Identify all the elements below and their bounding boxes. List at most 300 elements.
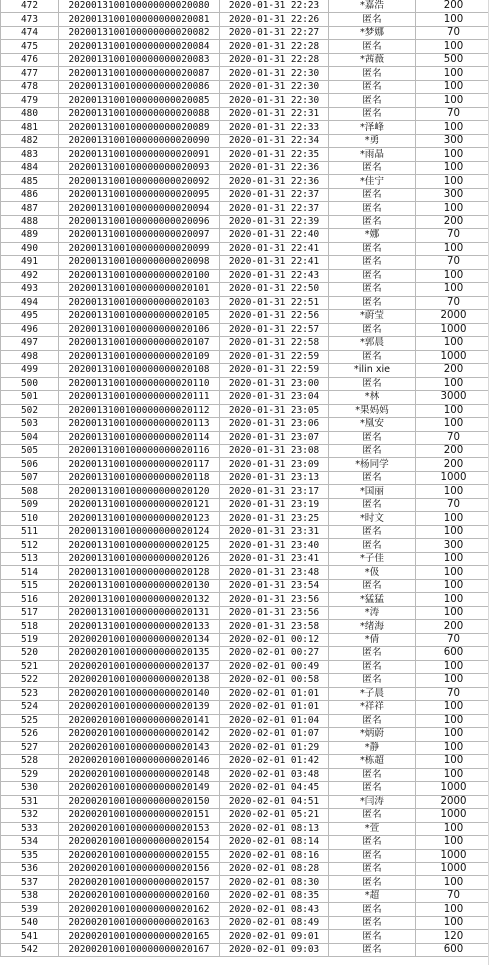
row-number-cell[interactable]: 472 — [1, 0, 59, 13]
order-number-cell[interactable]: 2020013100100000000020101 — [59, 283, 220, 296]
amount-cell[interactable]: 70 — [416, 498, 492, 511]
row-number-cell[interactable]: 474 — [1, 26, 59, 39]
donor-name-cell[interactable]: *子佳 — [329, 552, 416, 565]
row-number-cell[interactable]: 533 — [1, 822, 59, 835]
row-number-cell[interactable]: 513 — [1, 552, 59, 565]
donor-name-cell[interactable]: 匿名 — [329, 242, 416, 255]
donation-time-cell[interactable]: 2020-01-31 23:56 — [220, 593, 329, 606]
donor-name-cell[interactable]: 匿名 — [329, 107, 416, 120]
amount-cell[interactable]: 100 — [416, 836, 492, 849]
row-number-cell[interactable]: 475 — [1, 40, 59, 53]
order-number-cell[interactable]: 2020013100100000000020097 — [59, 229, 220, 242]
donation-time-cell[interactable]: 2020-01-31 22:23 — [220, 0, 329, 13]
donor-name-cell[interactable]: 匿名 — [329, 930, 416, 943]
donor-name-cell[interactable]: 匿名 — [329, 876, 416, 889]
donor-name-cell[interactable]: 匿名 — [329, 296, 416, 309]
row-number-cell[interactable]: 524 — [1, 701, 59, 714]
order-number-cell[interactable]: 2020013100100000000020112 — [59, 404, 220, 417]
amount-cell[interactable]: 100 — [416, 404, 492, 417]
row-number-cell[interactable]: 528 — [1, 755, 59, 768]
row-number-cell[interactable]: 536 — [1, 863, 59, 876]
order-number-cell[interactable]: 2020013100100000000020114 — [59, 431, 220, 444]
donation-time-cell[interactable]: 2020-02-01 00:12 — [220, 633, 329, 646]
order-number-cell[interactable]: 2020020100100000000020153 — [59, 822, 220, 835]
donor-name-cell[interactable]: 匿名 — [329, 714, 416, 727]
amount-cell[interactable]: 200 — [416, 458, 492, 471]
row-number-cell[interactable]: 484 — [1, 161, 59, 174]
row-number-cell[interactable]: 501 — [1, 391, 59, 404]
order-number-cell[interactable]: 2020013100100000000020130 — [59, 579, 220, 592]
amount-cell[interactable]: 70 — [416, 256, 492, 269]
donation-time-cell[interactable]: 2020-01-31 23:00 — [220, 377, 329, 390]
order-number-cell[interactable]: 2020013100100000000020103 — [59, 296, 220, 309]
donation-time-cell[interactable]: 2020-01-31 23:25 — [220, 512, 329, 525]
donation-time-cell[interactable]: 2020-01-31 22:51 — [220, 296, 329, 309]
amount-cell[interactable]: 300 — [416, 134, 492, 147]
row-number-cell[interactable]: 479 — [1, 94, 59, 107]
row-number-cell[interactable]: 503 — [1, 418, 59, 431]
amount-cell[interactable]: 100 — [416, 94, 492, 107]
donation-time-cell[interactable]: 2020-01-31 23:41 — [220, 552, 329, 565]
order-number-cell[interactable]: 2020013100100000000020113 — [59, 418, 220, 431]
amount-cell[interactable]: 100 — [416, 377, 492, 390]
amount-cell[interactable]: 100 — [416, 525, 492, 538]
row-number-cell[interactable]: 518 — [1, 620, 59, 633]
donation-time-cell[interactable]: 2020-02-01 08:30 — [220, 876, 329, 889]
donation-time-cell[interactable]: 2020-01-31 22:31 — [220, 107, 329, 120]
row-number-cell[interactable]: 522 — [1, 674, 59, 687]
row-number-cell[interactable]: 487 — [1, 202, 59, 215]
order-number-cell[interactable]: 2020020100100000000020135 — [59, 647, 220, 660]
row-number-cell[interactable]: 495 — [1, 310, 59, 323]
order-number-cell[interactable]: 2020013100100000000020085 — [59, 94, 220, 107]
donation-time-cell[interactable]: 2020-01-31 22:30 — [220, 94, 329, 107]
row-number-cell[interactable]: 516 — [1, 593, 59, 606]
donation-time-cell[interactable]: 2020-01-31 23:17 — [220, 485, 329, 498]
donor-name-cell[interactable]: 匿名 — [329, 161, 416, 174]
amount-cell[interactable]: 100 — [416, 283, 492, 296]
order-number-cell[interactable]: 2020020100100000000020146 — [59, 755, 220, 768]
donation-time-cell[interactable]: 2020-01-31 23:04 — [220, 391, 329, 404]
donor-name-cell[interactable]: 匿名 — [329, 350, 416, 363]
row-number-cell[interactable]: 515 — [1, 579, 59, 592]
row-number-cell[interactable]: 531 — [1, 795, 59, 808]
donor-name-cell[interactable]: *泽峰 — [329, 121, 416, 134]
row-number-cell[interactable]: 481 — [1, 121, 59, 134]
donor-name-cell[interactable]: *勇 — [329, 134, 416, 147]
row-number-cell[interactable]: 508 — [1, 485, 59, 498]
donor-name-cell[interactable]: 匿名 — [329, 863, 416, 876]
donor-name-cell[interactable]: 匿名 — [329, 67, 416, 80]
order-number-cell[interactable]: 2020013100100000000020128 — [59, 566, 220, 579]
amount-cell[interactable]: 100 — [416, 418, 492, 431]
donation-time-cell[interactable]: 2020-01-31 22:43 — [220, 269, 329, 282]
donation-time-cell[interactable]: 2020-02-01 04:45 — [220, 782, 329, 795]
donation-time-cell[interactable]: 2020-02-01 09:03 — [220, 943, 329, 956]
donor-name-cell[interactable]: 匿名 — [329, 916, 416, 929]
donation-time-cell[interactable]: 2020-01-31 22:41 — [220, 242, 329, 255]
donation-time-cell[interactable]: 2020-01-31 22:27 — [220, 26, 329, 39]
row-number-cell[interactable]: 485 — [1, 175, 59, 188]
row-number-cell[interactable]: 505 — [1, 444, 59, 457]
row-number-cell[interactable]: 525 — [1, 714, 59, 727]
amount-cell[interactable]: 300 — [416, 539, 492, 552]
donation-time-cell[interactable]: 2020-01-31 23:09 — [220, 458, 329, 471]
donation-time-cell[interactable]: 2020-02-01 03:48 — [220, 768, 329, 781]
donor-name-cell[interactable]: 匿名 — [329, 431, 416, 444]
row-number-cell[interactable]: 537 — [1, 876, 59, 889]
donor-name-cell[interactable]: 匿名 — [329, 674, 416, 687]
row-number-cell[interactable]: 492 — [1, 269, 59, 282]
amount-cell[interactable]: 100 — [416, 903, 492, 916]
amount-cell[interactable]: 100 — [416, 714, 492, 727]
row-number-cell[interactable]: 542 — [1, 943, 59, 956]
order-number-cell[interactable]: 2020013100100000000020094 — [59, 202, 220, 215]
row-number-cell[interactable]: 526 — [1, 728, 59, 741]
donation-time-cell[interactable]: 2020-01-31 23:06 — [220, 418, 329, 431]
amount-cell[interactable]: 200 — [416, 215, 492, 228]
amount-cell[interactable]: 100 — [416, 175, 492, 188]
row-number-cell[interactable]: 477 — [1, 67, 59, 80]
order-number-cell[interactable]: 2020020100100000000020139 — [59, 701, 220, 714]
row-number-cell[interactable]: 480 — [1, 107, 59, 120]
donor-name-cell[interactable]: 匿名 — [329, 836, 416, 849]
donation-time-cell[interactable]: 2020-01-31 23:54 — [220, 579, 329, 592]
donor-name-cell[interactable]: 匿名 — [329, 525, 416, 538]
donation-time-cell[interactable]: 2020-02-01 08:43 — [220, 903, 329, 916]
donation-time-cell[interactable]: 2020-02-01 08:35 — [220, 889, 329, 902]
order-number-cell[interactable]: 2020020100100000000020137 — [59, 660, 220, 673]
order-number-cell[interactable]: 2020013100100000000020117 — [59, 458, 220, 471]
amount-cell[interactable]: 100 — [416, 916, 492, 929]
donor-name-cell[interactable]: *娜 — [329, 229, 416, 242]
amount-cell[interactable]: 100 — [416, 337, 492, 350]
donation-time-cell[interactable]: 2020-01-31 22:36 — [220, 175, 329, 188]
amount-cell[interactable]: 1000 — [416, 350, 492, 363]
order-number-cell[interactable]: 2020013100100000000020090 — [59, 134, 220, 147]
donation-time-cell[interactable]: 2020-01-31 22:30 — [220, 80, 329, 93]
row-number-cell[interactable]: 519 — [1, 633, 59, 646]
donor-name-cell[interactable]: *茜薇 — [329, 53, 416, 66]
donation-time-cell[interactable]: 2020-01-31 22:50 — [220, 283, 329, 296]
donation-time-cell[interactable]: 2020-02-01 08:14 — [220, 836, 329, 849]
order-number-cell[interactable]: 2020013100100000000020110 — [59, 377, 220, 390]
amount-cell[interactable]: 100 — [416, 768, 492, 781]
amount-cell[interactable]: 600 — [416, 943, 492, 956]
order-number-cell[interactable]: 2020013100100000000020120 — [59, 485, 220, 498]
donor-name-cell[interactable]: *嘉浩 — [329, 0, 416, 13]
donor-name-cell[interactable]: *凰安 — [329, 418, 416, 431]
row-number-cell[interactable]: 523 — [1, 687, 59, 700]
order-number-cell[interactable]: 2020020100100000000020157 — [59, 876, 220, 889]
donation-time-cell[interactable]: 2020-01-31 22:40 — [220, 229, 329, 242]
row-number-cell[interactable]: 514 — [1, 566, 59, 579]
amount-cell[interactable]: 100 — [416, 606, 492, 619]
donor-name-cell[interactable]: *倩 — [329, 633, 416, 646]
amount-cell[interactable]: 1000 — [416, 849, 492, 862]
amount-cell[interactable]: 500 — [416, 53, 492, 66]
donor-name-cell[interactable]: *杨同学 — [329, 458, 416, 471]
donor-name-cell[interactable]: *梦娜 — [329, 26, 416, 39]
donation-time-cell[interactable]: 2020-02-01 00:58 — [220, 674, 329, 687]
donor-name-cell[interactable]: *蔚莹 — [329, 310, 416, 323]
donation-time-cell[interactable]: 2020-01-31 22:28 — [220, 53, 329, 66]
amount-cell[interactable]: 100 — [416, 822, 492, 835]
donation-time-cell[interactable]: 2020-02-01 00:49 — [220, 660, 329, 673]
order-number-cell[interactable]: 2020020100100000000020163 — [59, 916, 220, 929]
amount-cell[interactable]: 2000 — [416, 795, 492, 808]
donation-time-cell[interactable]: 2020-02-01 01:42 — [220, 755, 329, 768]
order-number-cell[interactable]: 2020013100100000000020124 — [59, 525, 220, 538]
amount-cell[interactable]: 70 — [416, 107, 492, 120]
amount-cell[interactable]: 70 — [416, 229, 492, 242]
donation-time-cell[interactable]: 2020-01-31 22:36 — [220, 161, 329, 174]
donation-time-cell[interactable]: 2020-02-01 00:27 — [220, 647, 329, 660]
donor-name-cell[interactable]: *子晨 — [329, 687, 416, 700]
donor-name-cell[interactable]: 匿名 — [329, 471, 416, 484]
amount-cell[interactable]: 2000 — [416, 310, 492, 323]
donor-name-cell[interactable]: *闫涛 — [329, 795, 416, 808]
order-number-cell[interactable]: 2020020100100000000020138 — [59, 674, 220, 687]
row-number-cell[interactable]: 540 — [1, 916, 59, 929]
row-number-cell[interactable]: 510 — [1, 512, 59, 525]
donor-name-cell[interactable]: 匿名 — [329, 377, 416, 390]
order-number-cell[interactable]: 2020020100100000000020154 — [59, 836, 220, 849]
row-number-cell[interactable]: 507 — [1, 471, 59, 484]
amount-cell[interactable]: 120 — [416, 930, 492, 943]
donation-time-cell[interactable]: 2020-01-31 22:37 — [220, 202, 329, 215]
amount-cell[interactable]: 600 — [416, 647, 492, 660]
donation-time-cell[interactable]: 2020-02-01 08:16 — [220, 849, 329, 862]
order-number-cell[interactable]: 2020020100100000000020155 — [59, 849, 220, 862]
amount-cell[interactable]: 200 — [416, 0, 492, 13]
donation-time-cell[interactable]: 2020-01-31 23:40 — [220, 539, 329, 552]
order-number-cell[interactable]: 2020013100100000000020096 — [59, 215, 220, 228]
row-number-cell[interactable]: 490 — [1, 242, 59, 255]
amount-cell[interactable]: 100 — [416, 741, 492, 754]
row-number-cell[interactable]: 504 — [1, 431, 59, 444]
row-number-cell[interactable]: 482 — [1, 134, 59, 147]
donor-name-cell[interactable]: 匿名 — [329, 40, 416, 53]
donor-name-cell[interactable]: *雨晶 — [329, 148, 416, 161]
order-number-cell[interactable]: 2020013100100000000020095 — [59, 188, 220, 201]
donation-time-cell[interactable]: 2020-02-01 09:01 — [220, 930, 329, 943]
amount-cell[interactable]: 1000 — [416, 471, 492, 484]
order-number-cell[interactable]: 2020020100100000000020143 — [59, 741, 220, 754]
donor-name-cell[interactable]: 匿名 — [329, 849, 416, 862]
amount-cell[interactable]: 200 — [416, 364, 492, 377]
donation-time-cell[interactable]: 2020-01-31 23:05 — [220, 404, 329, 417]
donor-name-cell[interactable]: *炳蔚 — [329, 728, 416, 741]
donor-name-cell[interactable]: 匿名 — [329, 444, 416, 457]
donor-name-cell[interactable]: *林 — [329, 391, 416, 404]
amount-cell[interactable]: 70 — [416, 889, 492, 902]
donor-name-cell[interactable]: 匿名 — [329, 498, 416, 511]
amount-cell[interactable]: 200 — [416, 620, 492, 633]
donation-time-cell[interactable]: 2020-01-31 23:56 — [220, 606, 329, 619]
amount-cell[interactable]: 200 — [416, 444, 492, 457]
row-number-cell[interactable]: 535 — [1, 849, 59, 862]
donation-time-cell[interactable]: 2020-01-31 22:26 — [220, 13, 329, 26]
donor-name-cell[interactable]: *超 — [329, 889, 416, 902]
donor-name-cell[interactable]: *绪海 — [329, 620, 416, 633]
amount-cell[interactable]: 100 — [416, 13, 492, 26]
amount-cell[interactable]: 100 — [416, 566, 492, 579]
row-number-cell[interactable]: 494 — [1, 296, 59, 309]
amount-cell[interactable]: 100 — [416, 552, 492, 565]
amount-cell[interactable]: 1000 — [416, 809, 492, 822]
row-number-cell[interactable]: 478 — [1, 80, 59, 93]
donation-time-cell[interactable]: 2020-01-31 22:59 — [220, 350, 329, 363]
amount-cell[interactable]: 100 — [416, 161, 492, 174]
order-number-cell[interactable]: 2020013100100000000020084 — [59, 40, 220, 53]
donor-name-cell[interactable]: 匿名 — [329, 323, 416, 336]
donor-name-cell[interactable]: 匿名 — [329, 768, 416, 781]
amount-cell[interactable]: 100 — [416, 593, 492, 606]
row-number-cell[interactable]: 496 — [1, 323, 59, 336]
donation-time-cell[interactable]: 2020-01-31 22:34 — [220, 134, 329, 147]
row-number-cell[interactable]: 529 — [1, 768, 59, 781]
order-number-cell[interactable]: 2020013100100000000020083 — [59, 53, 220, 66]
order-number-cell[interactable]: 2020013100100000000020089 — [59, 121, 220, 134]
amount-cell[interactable]: 100 — [416, 242, 492, 255]
row-number-cell[interactable]: 491 — [1, 256, 59, 269]
order-number-cell[interactable]: 2020013100100000000020093 — [59, 161, 220, 174]
donor-name-cell[interactable]: 匿名 — [329, 539, 416, 552]
donation-time-cell[interactable]: 2020-01-31 22:56 — [220, 310, 329, 323]
donor-name-cell[interactable]: *祥祥 — [329, 701, 416, 714]
order-number-cell[interactable]: 2020013100100000000020106 — [59, 323, 220, 336]
order-number-cell[interactable]: 2020013100100000000020100 — [59, 269, 220, 282]
amount-cell[interactable]: 100 — [416, 728, 492, 741]
donation-time-cell[interactable]: 2020-02-01 01:07 — [220, 728, 329, 741]
order-number-cell[interactable]: 2020020100100000000020142 — [59, 728, 220, 741]
amount-cell[interactable]: 100 — [416, 485, 492, 498]
row-number-cell[interactable]: 498 — [1, 350, 59, 363]
amount-cell[interactable]: 100 — [416, 148, 492, 161]
amount-cell[interactable]: 1000 — [416, 782, 492, 795]
order-number-cell[interactable]: 2020020100100000000020156 — [59, 863, 220, 876]
order-number-cell[interactable]: 2020020100100000000020140 — [59, 687, 220, 700]
order-number-cell[interactable]: 2020013100100000000020121 — [59, 498, 220, 511]
donor-name-cell[interactable]: *佳宁 — [329, 175, 416, 188]
donation-time-cell[interactable]: 2020-02-01 05:21 — [220, 809, 329, 822]
donor-name-cell[interactable]: 匿名 — [329, 256, 416, 269]
donation-time-cell[interactable]: 2020-02-01 08:28 — [220, 863, 329, 876]
order-number-cell[interactable]: 2020013100100000000020088 — [59, 107, 220, 120]
amount-cell[interactable]: 3000 — [416, 391, 492, 404]
donor-name-cell[interactable]: *伋 — [329, 566, 416, 579]
row-number-cell[interactable]: 500 — [1, 377, 59, 390]
donation-time-cell[interactable]: 2020-01-31 22:35 — [220, 148, 329, 161]
order-number-cell[interactable]: 2020013100100000000020108 — [59, 364, 220, 377]
amount-cell[interactable]: 100 — [416, 876, 492, 889]
row-number-cell[interactable]: 509 — [1, 498, 59, 511]
row-number-cell[interactable]: 520 — [1, 647, 59, 660]
donation-time-cell[interactable]: 2020-02-01 08:13 — [220, 822, 329, 835]
order-number-cell[interactable]: 2020020100100000000020134 — [59, 633, 220, 646]
order-number-cell[interactable]: 2020020100100000000020162 — [59, 903, 220, 916]
donor-name-cell[interactable]: 匿名 — [329, 579, 416, 592]
donor-name-cell[interactable]: 匿名 — [329, 188, 416, 201]
order-number-cell[interactable]: 2020013100100000000020086 — [59, 80, 220, 93]
donation-time-cell[interactable]: 2020-02-01 01:29 — [220, 741, 329, 754]
donor-name-cell[interactable]: *栋超 — [329, 755, 416, 768]
donation-time-cell[interactable]: 2020-02-01 08:49 — [220, 916, 329, 929]
row-number-cell[interactable]: 538 — [1, 889, 59, 902]
amount-cell[interactable]: 100 — [416, 674, 492, 687]
amount-cell[interactable]: 100 — [416, 121, 492, 134]
donor-name-cell[interactable]: 匿名 — [329, 269, 416, 282]
order-number-cell[interactable]: 2020013100100000000020107 — [59, 337, 220, 350]
donor-name-cell[interactable]: 匿名 — [329, 943, 416, 956]
amount-cell[interactable]: 100 — [416, 755, 492, 768]
amount-cell[interactable]: 70 — [416, 431, 492, 444]
donation-time-cell[interactable]: 2020-01-31 23:19 — [220, 498, 329, 511]
donor-name-cell[interactable]: 匿名 — [329, 283, 416, 296]
row-number-cell[interactable]: 499 — [1, 364, 59, 377]
order-number-cell[interactable]: 2020020100100000000020165 — [59, 930, 220, 943]
order-number-cell[interactable]: 2020013100100000000020118 — [59, 471, 220, 484]
donation-time-cell[interactable]: 2020-01-31 22:57 — [220, 323, 329, 336]
order-number-cell[interactable]: 2020013100100000000020133 — [59, 620, 220, 633]
donor-name-cell[interactable]: 匿名 — [329, 202, 416, 215]
donation-time-cell[interactable]: 2020-02-01 01:01 — [220, 701, 329, 714]
donation-time-cell[interactable]: 2020-01-31 23:13 — [220, 471, 329, 484]
order-number-cell[interactable]: 2020020100100000000020141 — [59, 714, 220, 727]
donor-name-cell[interactable]: 匿名 — [329, 13, 416, 26]
order-number-cell[interactable]: 2020013100100000000020125 — [59, 539, 220, 552]
row-number-cell[interactable]: 476 — [1, 53, 59, 66]
donor-name-cell[interactable]: *ilin xie — [329, 364, 416, 377]
row-number-cell[interactable]: 486 — [1, 188, 59, 201]
order-number-cell[interactable]: 2020013100100000000020087 — [59, 67, 220, 80]
order-number-cell[interactable]: 2020020100100000000020150 — [59, 795, 220, 808]
row-number-cell[interactable]: 488 — [1, 215, 59, 228]
row-number-cell[interactable]: 506 — [1, 458, 59, 471]
donation-time-cell[interactable]: 2020-01-31 23:58 — [220, 620, 329, 633]
order-number-cell[interactable]: 2020013100100000000020098 — [59, 256, 220, 269]
donation-time-cell[interactable]: 2020-02-01 01:04 — [220, 714, 329, 727]
amount-cell[interactable]: 70 — [416, 633, 492, 646]
row-number-cell[interactable]: 512 — [1, 539, 59, 552]
row-number-cell[interactable]: 493 — [1, 283, 59, 296]
order-number-cell[interactable]: 2020013100100000000020132 — [59, 593, 220, 606]
row-number-cell[interactable]: 483 — [1, 148, 59, 161]
order-number-cell[interactable]: 2020013100100000000020091 — [59, 148, 220, 161]
amount-cell[interactable]: 70 — [416, 296, 492, 309]
donation-time-cell[interactable]: 2020-01-31 22:30 — [220, 67, 329, 80]
order-number-cell[interactable]: 2020013100100000000020109 — [59, 350, 220, 363]
row-number-cell[interactable]: 541 — [1, 930, 59, 943]
order-number-cell[interactable]: 2020013100100000000020111 — [59, 391, 220, 404]
donor-name-cell[interactable]: *国丽 — [329, 485, 416, 498]
order-number-cell[interactable]: 2020020100100000000020149 — [59, 782, 220, 795]
order-number-cell[interactable]: 2020020100100000000020148 — [59, 768, 220, 781]
row-number-cell[interactable]: 497 — [1, 337, 59, 350]
donor-name-cell[interactable]: *郭晨 — [329, 337, 416, 350]
row-number-cell[interactable]: 539 — [1, 903, 59, 916]
row-number-cell[interactable]: 532 — [1, 809, 59, 822]
amount-cell[interactable]: 100 — [416, 660, 492, 673]
order-number-cell[interactable]: 2020013100100000000020123 — [59, 512, 220, 525]
donor-name-cell[interactable]: 匿名 — [329, 94, 416, 107]
donor-name-cell[interactable]: *猛猛 — [329, 593, 416, 606]
row-number-cell[interactable]: 502 — [1, 404, 59, 417]
order-number-cell[interactable]: 2020020100100000000020151 — [59, 809, 220, 822]
row-number-cell[interactable]: 534 — [1, 836, 59, 849]
donor-name-cell[interactable]: *萱 — [329, 822, 416, 835]
